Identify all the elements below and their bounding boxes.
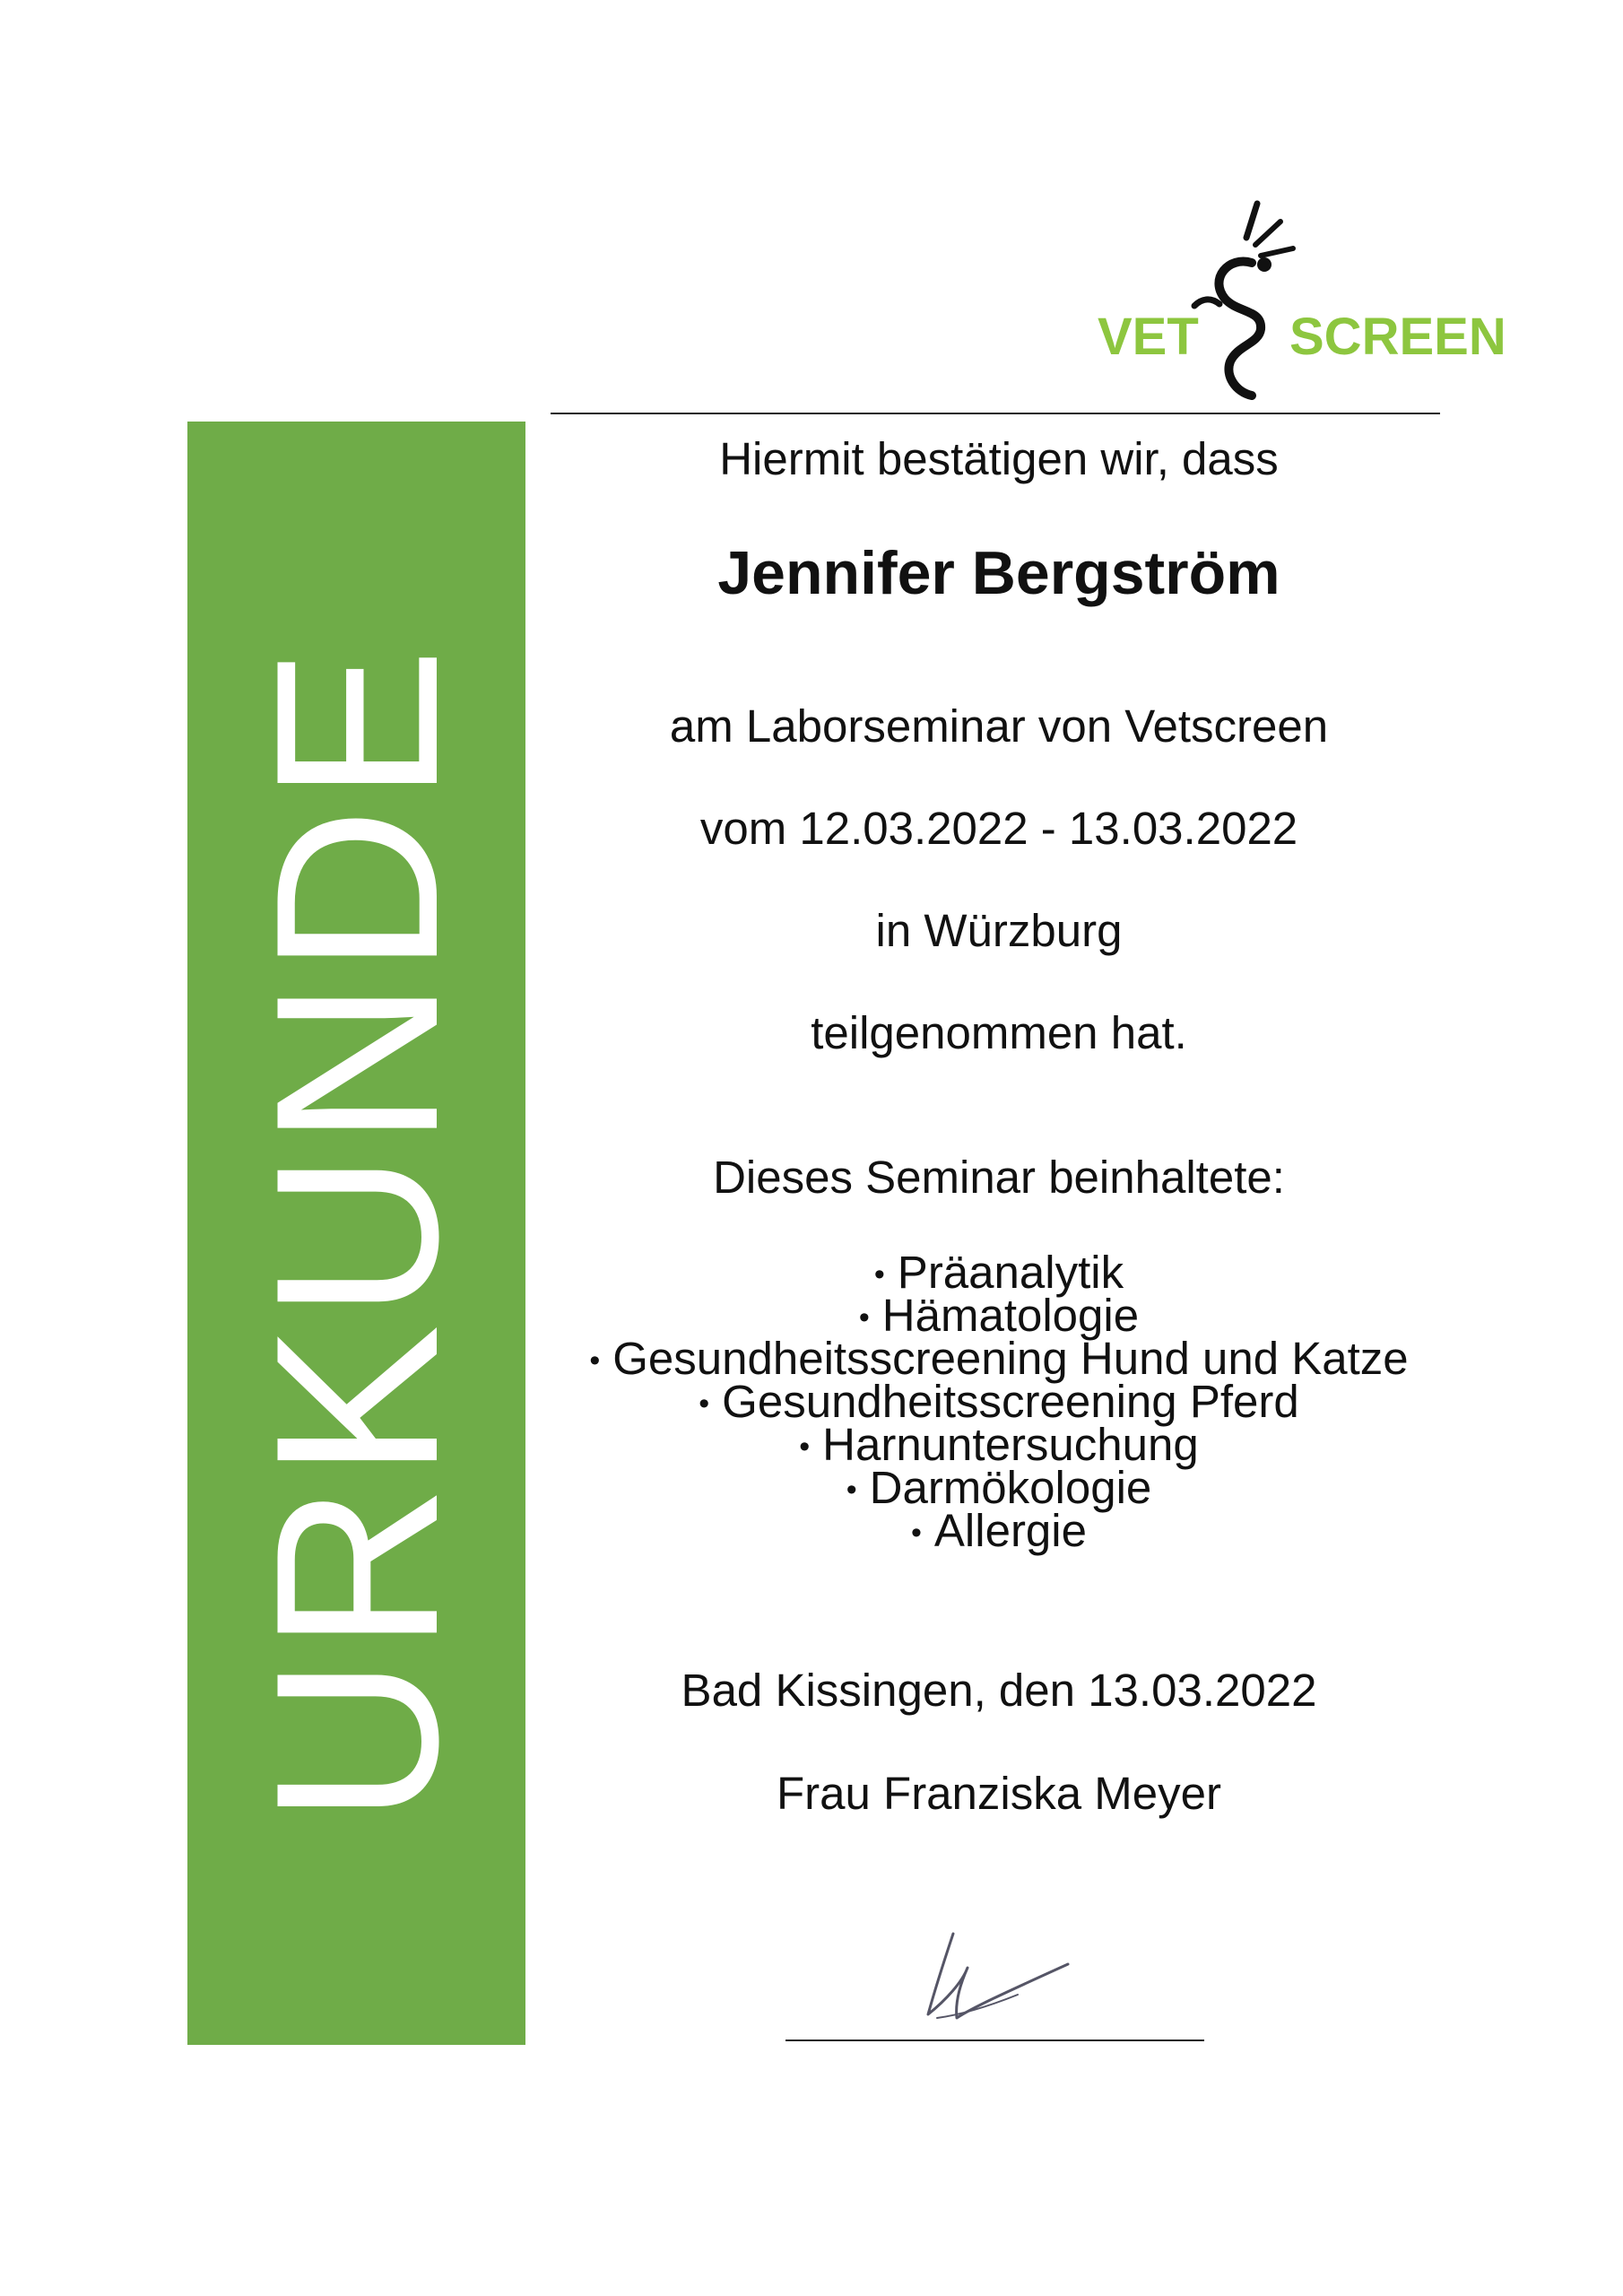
topic-label: Hämatologie [881,1290,1140,1341]
topic-label: Präanalytik [897,1247,1124,1298]
topic-label: Harnuntersuchung [822,1419,1199,1470]
intro-text: Hiermit bestätigen wir, dass [719,433,1279,484]
vetscreen-logo [1094,193,1506,408]
seminar-dates: vom 12.03.2022 - 13.03.2022 [699,803,1298,854]
seminar-place: in Würzburg [875,905,1123,956]
vetscreen-figure-icon [1194,204,1293,396]
list-item: • Gesundheitsscreening Hund und Katze [589,1333,1409,1384]
list-item: • Gesundheitsscreening Pferd [699,1376,1299,1427]
topic-label: Gesundheitsscreening Hund und Katze [612,1333,1409,1384]
logo-text-left: VET [1098,308,1199,366]
seminar-text: am Laborseminar von Vetscreen [669,700,1329,752]
topic-label: Gesundheitsscreening Pferd [722,1376,1299,1427]
participation-text: teilgenommen hat. [811,1007,1187,1058]
list-item: • Harnuntersuchung [799,1419,1199,1470]
side-panel [187,422,525,2045]
contents-heading: Dieses Seminar beinhaltete: [713,1152,1285,1203]
certificate-title: URKUNDE [226,642,486,1824]
signature [910,1928,1072,2031]
signer-name: Frau Franziska Meyer [777,1768,1221,1819]
list-item: • Darmökologie [846,1462,1152,1513]
topic-label: Darmökologie [869,1462,1152,1513]
list-item: • Präanalytik [873,1247,1124,1298]
topic-label: Allergie [933,1505,1087,1556]
topic-list [551,1247,1447,1556]
signature-line [785,2039,1204,2041]
list-item: • Allergie [911,1505,1087,1556]
logo-text-right: SCREEN [1289,308,1506,366]
recipient-name: Jennifer Bergström [717,539,1280,607]
place-and-date: Bad Kissingen, den 13.03.2022 [681,1665,1317,1716]
header-divider [551,413,1440,414]
list-item: • Hämatologie [858,1290,1140,1341]
